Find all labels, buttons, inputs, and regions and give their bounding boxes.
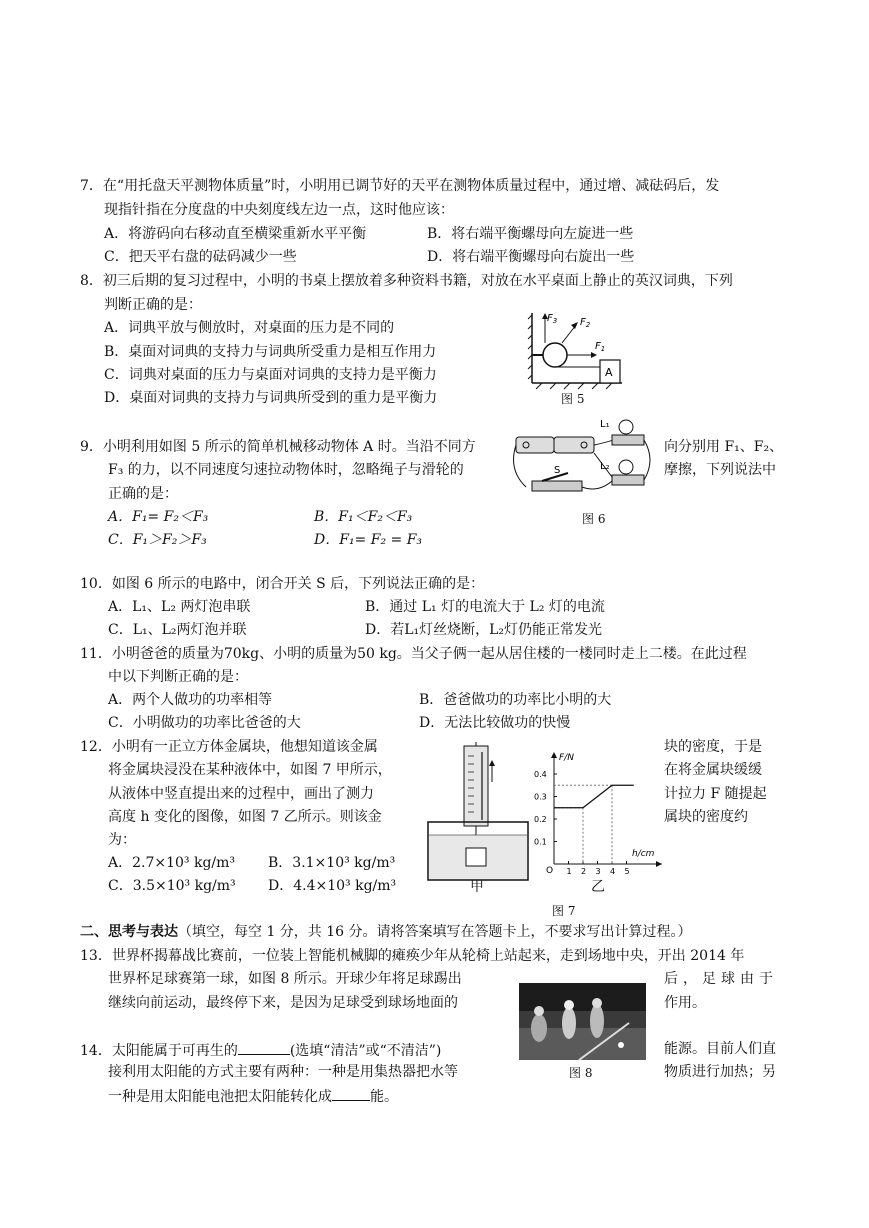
q9-option-d: D．F₁= F₂ = F₃ (314, 532, 423, 548)
y-tick-label: 0.1 (534, 837, 547, 847)
q12-option-d: D．4.4×10³ kg/m³ (268, 878, 397, 894)
q8-option-c: C．词典对桌面的压力与桌面对词典的支持力是平衡力 (104, 367, 437, 383)
q8-option-a: A．词典平放与侧放时，对桌面的压力是不同的 (104, 320, 395, 336)
q12-stem-line2b: 在将金属块缓缓 (664, 762, 762, 778)
q11-option-b: B．爸爸做功的功率比小明的大 (419, 692, 612, 708)
q7-option-a: A．将游码向右移动直至横梁重新水平平衡 (104, 226, 367, 242)
q10-option-c: C．L₁、L₂两灯泡并联 (108, 622, 247, 638)
q12-stem-line4a: 高度 h 变化的图像，如图 7 乙所示。则该金 (108, 809, 382, 825)
figure-7b-force-height-graph (532, 750, 667, 876)
q14-blank-2[interactable] (332, 1086, 370, 1101)
q9-stem-line2b: 摩擦，下列说法中 (664, 462, 776, 478)
origin-label: O (546, 866, 554, 876)
figure-7-caption: 图 7 (552, 904, 576, 918)
q12-stem-line1b: 块的密度，于是 (664, 739, 762, 755)
q12-stem-line4b: 属块的密度约 (664, 809, 748, 825)
q14-text-3a: 一种是用太阳能电池把太阳能转化成 (108, 1089, 332, 1105)
figure-7a-spring-scale-diagram (422, 742, 542, 882)
q7-option-c: C．把天平右盘的砝码减少一些 (104, 249, 297, 265)
q13-stem-line2b: 后，足球由于 (664, 971, 778, 987)
fig6-l2-label: L₂ (600, 461, 610, 472)
section-2-note: （填空，每空 1 分，共 16 分。请将答案填写在答题卡上，不要求写出计算过程。） (178, 924, 692, 940)
fig6-l1-label: L₁ (600, 419, 610, 430)
q13-stem-line2a: 世界杯足球赛第一球，如图 8 所示。开球少年将足球踢出 (108, 971, 462, 987)
fig5-f3-label: $F_3$ (547, 313, 558, 325)
q8-option-d: D．桌面对词典的支持力与词典所受到的重力是平衡力 (104, 390, 438, 406)
q12-stem-line1a: 12．小明有一正立方体金属块，他想知道该金属 (80, 739, 378, 755)
q8-stem-line1: 8．初三后期的复习过程中，小明的书桌上摆放着多种资料书籍，对放在水平桌面上静止的英汉词典，下列 (80, 273, 733, 289)
q12-stem-line3a: 从液体中竖直提出来的过程中，画出了测力 (108, 786, 374, 802)
q10-option-b: B．通过 L₁ 灯的电流大于 L₂ 灯的电流 (365, 599, 605, 615)
x-axis-label: h/cm (632, 849, 655, 859)
q14-stem-line1 (80, 1040, 441, 1060)
fig5-f2-label: $F_2$ (580, 317, 591, 329)
series-segment (583, 785, 612, 808)
x-tick-label: 3 (595, 867, 601, 876)
y-tick-label: 0.4 (534, 770, 547, 779)
q14-stem-line2a: 接利用太阳能的方式主要有两种：一种是用集热器把水等 (108, 1064, 458, 1080)
figure-8-caption: 图 8 (569, 1066, 593, 1080)
x-tick-label: 2 (581, 867, 587, 876)
q7-stem-line1: 7．在“用托盘天平测物体质量”时，小明用已调节好的天平在测物体质量过程中，通过增、减砝码后，发 (80, 178, 720, 194)
x-tick-label: 4 (610, 867, 616, 876)
q9-stem-line3: 正确的是： (108, 486, 178, 502)
figure-7a-label: 甲 (470, 879, 484, 895)
q8-option-b: B．桌面对词典的支持力与词典所受重力是相互作用力 (104, 344, 437, 360)
q9-option-c: C．F₁＞F₂＞F₃ (108, 532, 207, 548)
q13-stem-line3a: 继续向前运动，最终停下来，是因为足球受到球场地面的 (108, 995, 458, 1011)
figure-6-circuit-diagram (508, 415, 658, 507)
q7-option-d: D．将右端平衡螺母向右旋出一些 (427, 249, 635, 265)
q12-option-b: B．3.1×10³ kg/m³ (268, 855, 396, 871)
section-2-heading (80, 923, 692, 941)
q14-text-3b: 能。 (370, 1089, 398, 1105)
y-tick-label: 0.2 (534, 815, 547, 824)
fig6-switch-label: S (554, 465, 561, 476)
q11-option-c: C．小明做功的功率比爸爸的大 (108, 715, 301, 731)
q13-stem-line1: 13．世界杯揭幕战比赛前，一位装上智能机械脚的瘫痪少年从轮椅上站起来，走到场地中央，开出 2014 年 (80, 948, 745, 964)
q12-stem-line2a: 将金属块浸没在某种液体中，如图 7 甲所示， (108, 762, 392, 778)
fig5-block-label: A (605, 366, 613, 379)
q11-option-a: A．两个人做功的功率相等 (108, 692, 273, 708)
q11-option-d: D．无法比较做功的快慢 (419, 715, 571, 731)
q11-stem-line1: 11．小明爸爸的质量为70kg、小明的质量为50 kg。当父子俩一起从居住楼的一楼同时走上二楼。在此过程 (80, 646, 747, 662)
figure-6-caption: 图 6 (582, 512, 606, 526)
x-tick-label: 1 (566, 867, 572, 876)
figure-5-caption: 图 5 (561, 392, 585, 406)
q7-option-b: B．将右端平衡螺母向左旋进一些 (427, 226, 634, 242)
figure-8-photo (519, 983, 646, 1060)
q9-stem-line1b: 向分别用 F₁、F₂、 (664, 439, 784, 455)
figure-7b-label: 乙 (591, 879, 605, 895)
q9-option-a: A．F₁= F₂＜F₃ (108, 509, 209, 525)
q12-stem-line5: 为： (108, 832, 136, 848)
q14-text-1b: (选填“清洁”或“不清洁”) (289, 1043, 442, 1059)
q12-stem-line3b: 计拉力 F 随提起 (664, 786, 767, 802)
q12-option-c: C．3.5×10³ kg/m³ (108, 878, 236, 894)
q8-stem-line2: 判断正确的是： (104, 297, 202, 313)
q10-stem: 10．如图 6 所示的电路中，闭合开关 S 后，下列说法正确的是： (80, 576, 485, 592)
section-2-title: 二、思考与表达 (80, 924, 178, 940)
x-tick-label: 5 (624, 867, 630, 876)
y-axis-label: F/N (559, 753, 574, 763)
q10-option-d: D．若L₁灯丝烧断，L₂灯仍能正常发光 (365, 622, 603, 638)
q14-stem-line1c: 能源。目前人们直 (664, 1041, 776, 1057)
q12-option-a: A．2.7×10³ kg/m³ (108, 855, 236, 871)
fig5-f1-label: $F_1$ (595, 341, 606, 353)
q9-stem-line1a: 9．小明利用如图 5 所示的简单机械移动物体 A 时。当沿不同方 (80, 439, 476, 455)
q14-blank-1[interactable] (238, 1040, 290, 1055)
y-tick-label: 0.3 (534, 792, 547, 802)
q13-stem-line3b: 作用。 (664, 995, 706, 1011)
q14-stem-line2b: 物质进行加热；另 (664, 1064, 776, 1080)
q10-option-a: A．L₁、L₂ 两灯泡串联 (108, 599, 251, 615)
q9-stem-line2a: F₃ 的力，以不同速度匀速拉动物体时，忽略绳子与滑轮的 (108, 462, 464, 478)
q11-stem-line2: 中以下判断正确的是： (108, 669, 248, 685)
q14-text-1a: 14．太阳能属于可再生的 (80, 1043, 238, 1059)
q7-stem-line2: 现指针指在分度盘的中央刻度线左边一点，这时他应该： (104, 202, 454, 218)
q9-option-b: B．F₁＜F₂＜F₃ (314, 509, 413, 525)
q14-stem-line3 (108, 1086, 398, 1106)
